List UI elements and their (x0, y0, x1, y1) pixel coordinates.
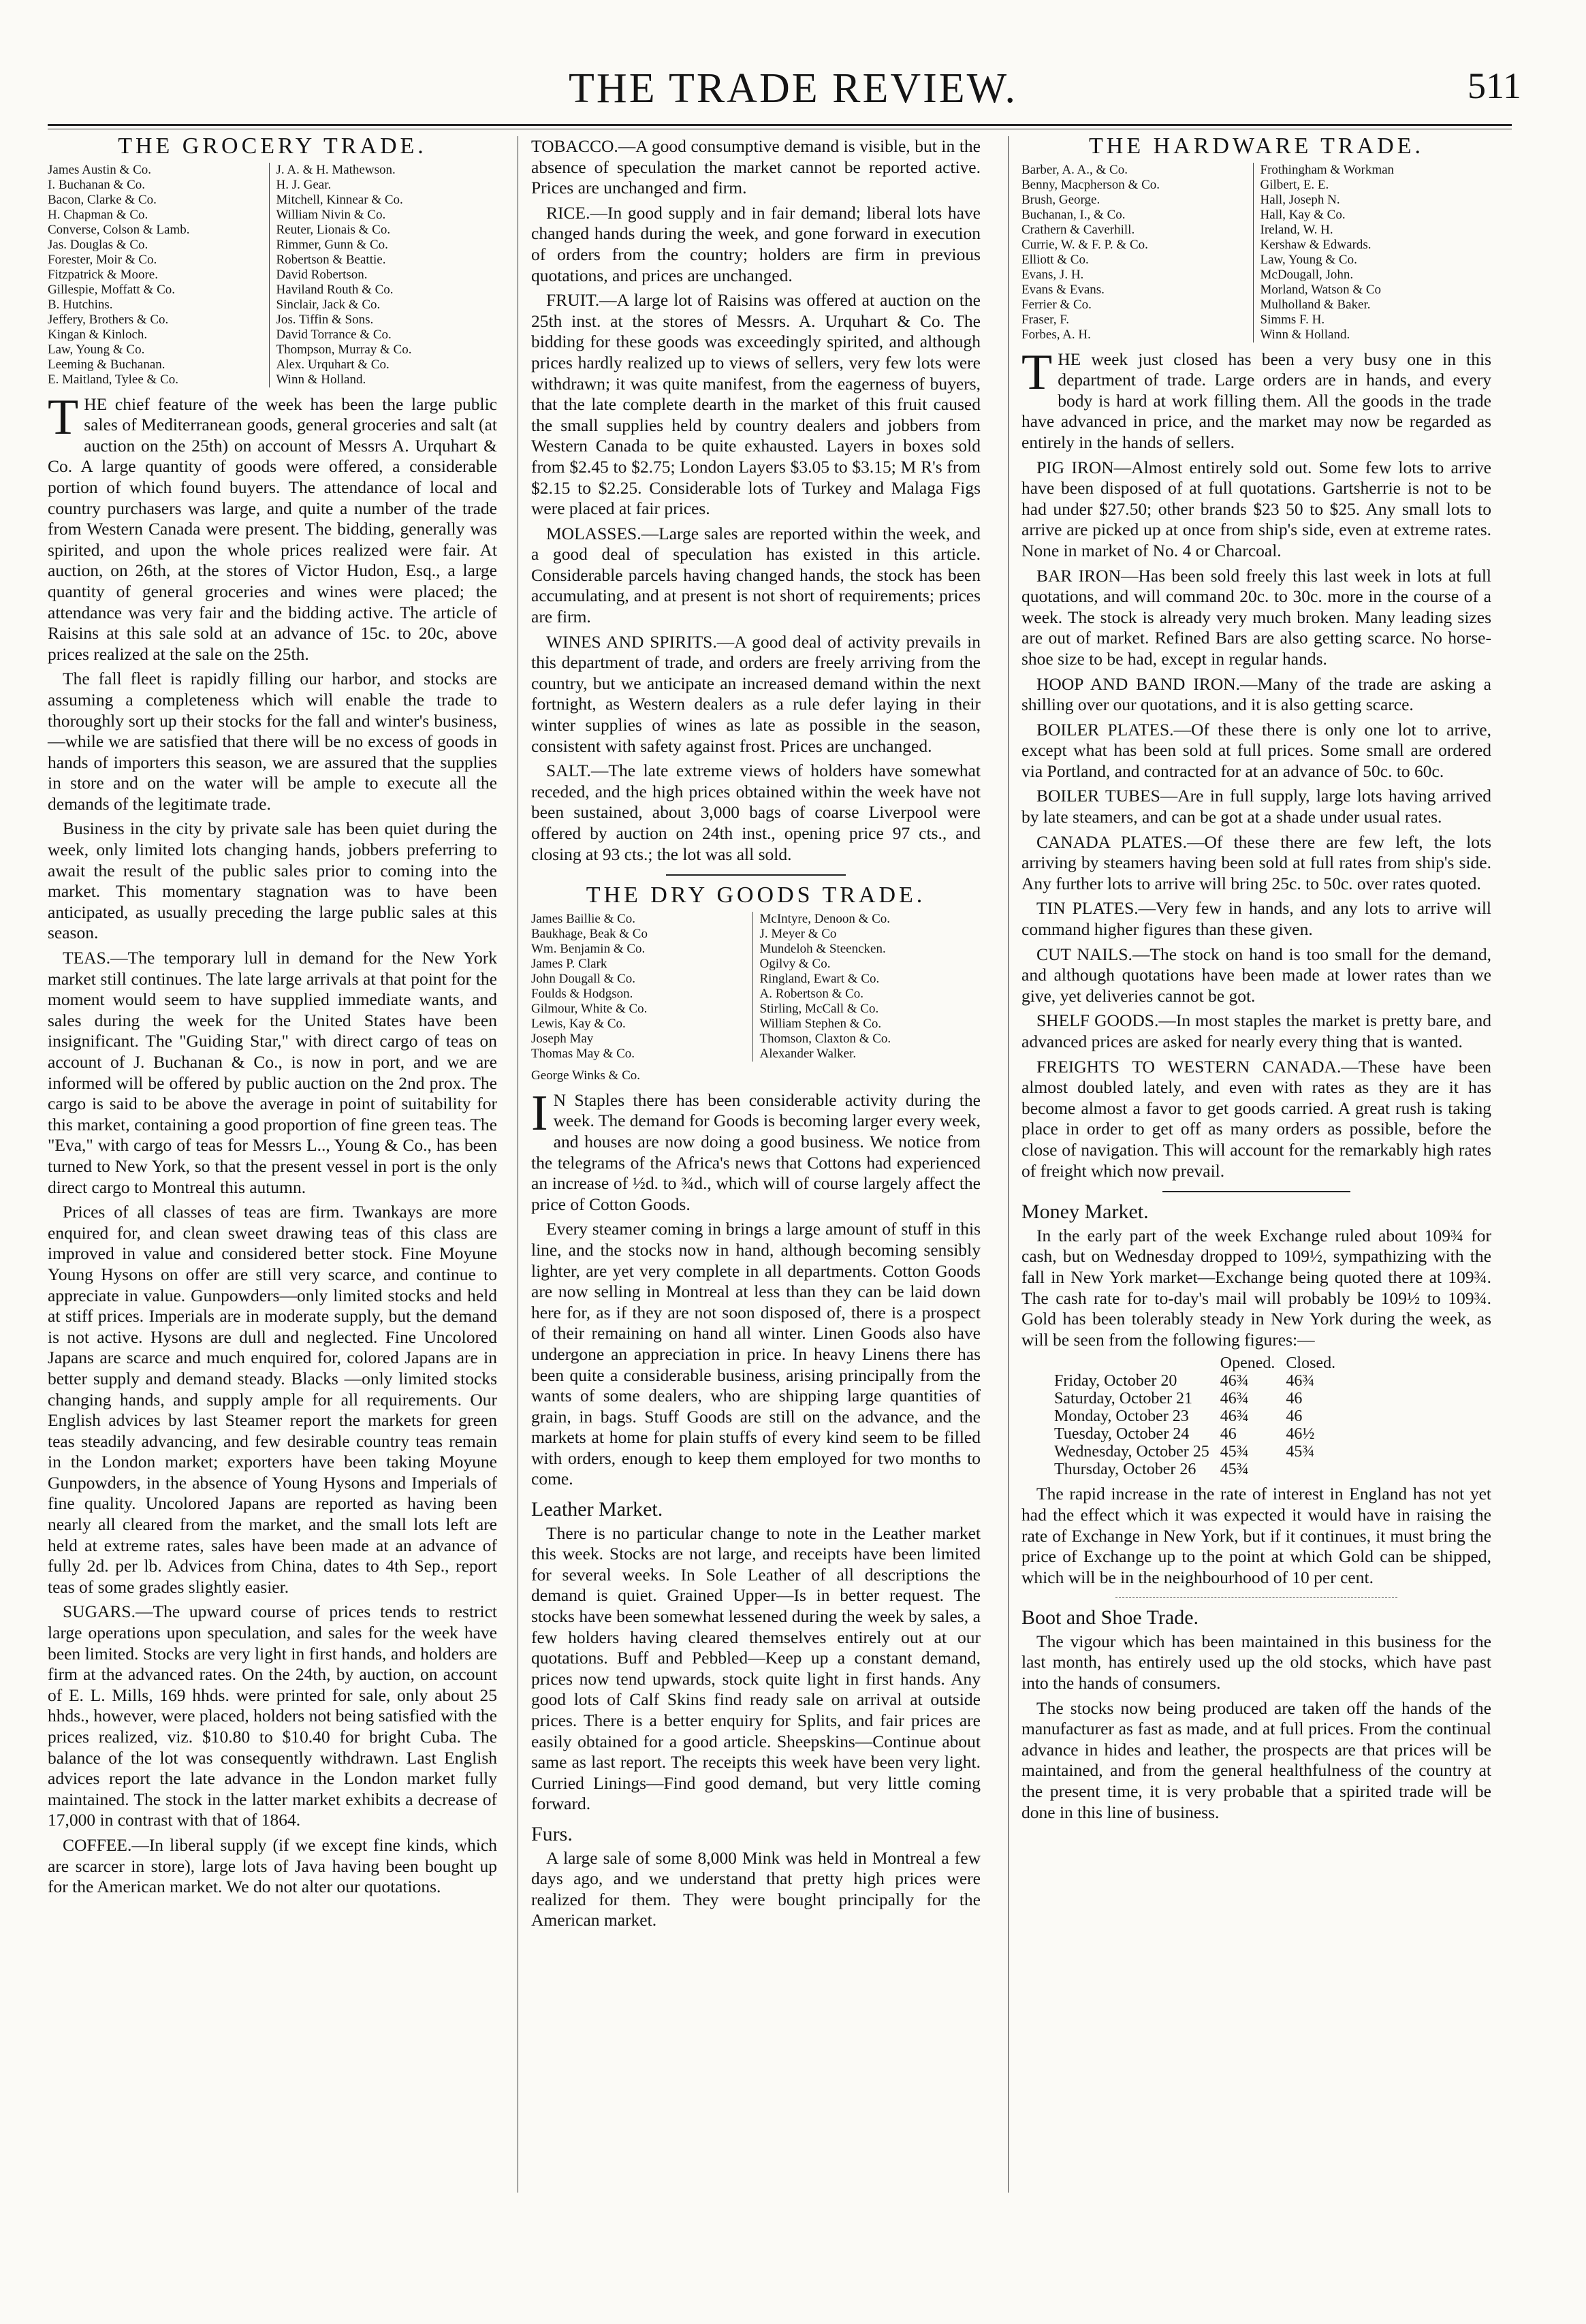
firm-name: Jeffery, Brothers & Co. (48, 312, 169, 327)
firm-name: McDougall, John. (1260, 267, 1354, 282)
table-row (1049, 1425, 1341, 1443)
firm-name: Jos. Tiffin & Sons. (276, 312, 374, 327)
boot-shoe-heading: Boot and Shoe Trade. (1021, 1606, 1199, 1629)
firm-name: Fitzpatrick & Moore. (48, 267, 158, 282)
rate-closed (1280, 1461, 1341, 1478)
boiler-tubes-paragraph: BOILER TUBES—Are in full supply, large lots having arrived by late steamers, and can be got at a shade under usual rates. (1021, 786, 1491, 827)
firm-name: Kingan & Kinloch. (48, 327, 148, 342)
table-row (1049, 1372, 1341, 1390)
boot-paragraph: The stocks now being produced are taken off the hands of the manufacturer as fast as made, and at full prices. From the continual advance in hides and leather, the prospects are that prices will be maintained, and from the general healthfulness of the country at the present time, it is very probable that a spirited trade will be done in this line of business. (1021, 1698, 1491, 1822)
firm-name: Barber, A. A., & Co. (1021, 162, 1128, 177)
article-paragraph: Business in the city by private sale has been quiet during the week, only limited lots changing hands, jobbers preferring to await the result of the public sales prior to coming into the market. This momentary stagnation was to have been anticipated, as usually preceding the large public sales at this season. (48, 818, 497, 943)
rice-paragraph: RICE.—In good supply and in fair demand; liberal lots have changed hands during the week, and gone forward in execution of orders from the country; holders are firm in previous quotations, and prices are unchanged. (531, 202, 981, 285)
firm-list-left (531, 912, 752, 1062)
firm-list-right (1253, 163, 1492, 343)
rate-closed: 46¾ (1286, 1372, 1315, 1390)
rate-opened: 46¾ (1220, 1372, 1249, 1390)
section-divider (1162, 1191, 1350, 1192)
fruit-paragraph: FRUIT.—A large lot of Raisins was offered at auction on the 25th inst. at the stores of Messrs. A. Urquhart & Co. The bidding for these goods was exceedingly spirited, and although prices hardly realized up to views of sellers, very few lots were withdrawn; it was quite manifest, from the eagerness of buyers, that the late complete dearth in the market of this fruit caused the small supplies held by country dealers and jobbers from Western Canada to be quite exhausted. Layers in boxes sold from $2.45 to $2.75; London Layers $3.05 to $3.15; M R's from $2.15 to $2.25. Considerable lots of Turkey and Malaga Figs were placed at fair prices. (531, 290, 981, 519)
cut-nails-paragraph: CUT NAILS.—The stock on hand is too small for the demand, and although quotations have been made at lower rates than we give, yet deliveries cannot be got. (1021, 944, 1491, 1006)
paragraph-text: HE chief feature of the week has been the large public sales of Mediterranean goods, general groceries and salt (at auction on the 25th) on account of Messrs A. Urquhart & Co. A large quantity of goods were offered, a considerable portion of which found buyers. The attendance of local and country purchasers was large, and quite a number of the trade from Western Canada were present. The bidding, generally was spirited, and upon the whole prices realized were fair. At auction, on 26th, at the stores of Victor Hudon, Esq., a large quantity of general groceries and wines were placed; the attendance was very fair and the bidding active. The article of Raisins at this sale sold at an advance of 15c. to 20c, above prices realized at the sale on the 25th. (48, 394, 497, 664)
firm-name: James Austin & Co. (48, 162, 152, 177)
firm-name: B. Hutchins. (48, 297, 113, 312)
firm-name: Sinclair, Jack & Co. (276, 297, 381, 312)
firm-name: Bacon, Clarke & Co. (48, 192, 157, 207)
paragraph-text: N Staples there has been considerable activity during the week. The demand for Goods is becoming larger every week, and houses are now doing a good business. We notice from the telegrams of the Africa's news that Cottons had experienced an increase of ½d. to ¾d., which will of course largely affect the price of Cotton Goods. (531, 1089, 981, 1214)
firm-name: Ogilvy & Co. (759, 956, 831, 971)
rate-opened: 46 (1220, 1425, 1237, 1444)
bar-iron-paragraph: BAR IRON—Has been sold freely this last week in lots at full quotations, and will command 20c. to 30c. more in the course of a week. The stock is already very much broken. Many leading sizes are out of market. Refined Bars are also getting scarce. No horse-shoe size to be had, except in regular hands. (1021, 565, 1491, 669)
firm-name: James P. Clark (531, 956, 607, 971)
salt-paragraph: SALT.—The late extreme views of holders have somewhat receded, and the high prices obtained within the week have not been sustained, about 3,000 bags of coarse Liverpool were offered by auction on 24th inst., opening price 97 cts., and closing at 93 cts.; the lot was all sold. (531, 761, 981, 864)
firm-name: Mundeloh & Steencken. (759, 941, 886, 956)
firm-list-left (1021, 163, 1253, 343)
firm-name: I. Buchanan & Co. (48, 177, 146, 192)
furs-paragraph: A large sale of some 8,000 Mink was held in Montreal a few days ago, and we understand that pretty high prices were realized for them. They were bought principally for the American market. (531, 1847, 981, 1930)
dry-goods-firm-list (531, 912, 981, 1062)
firm-name: H. Chapman & Co. (48, 207, 148, 222)
page-number: 511 (1468, 65, 1521, 106)
article-paragraph (48, 389, 497, 665)
firm-name: William Stephen & Co. (759, 1016, 882, 1031)
firm-name: Winn & Holland. (1260, 327, 1350, 342)
firm-name: Hall, Kay & Co. (1260, 207, 1346, 222)
rate-day: Wednesday, October 25 (1054, 1443, 1209, 1461)
firm-name: Lewis, Kay & Co. (531, 1016, 626, 1031)
column-divider (1008, 136, 1009, 2193)
firm-name: Law, Young & Co. (1260, 252, 1357, 267)
coffee-paragraph: COFFEE.—In liberal supply (if we except fine kinds, which are scarcer in store), large lots of Java having been bought up for the American market. We do not alter our quotations. (48, 1834, 497, 1897)
firm-name: David Robertson. (276, 267, 368, 282)
article-paragraph (531, 1085, 981, 1215)
firm-name: Jas. Douglas & Co. (48, 237, 148, 252)
firm-name: Benny, Macpherson & Co. (1021, 177, 1160, 192)
firm-name: William Nivin & Co. (276, 207, 386, 222)
rate-opened: 46¾ (1220, 1407, 1249, 1426)
pig-iron-paragraph: PIG IRON—Almost entirely sold out. Some few lots to arrive have been disposed of at full quotations. Gartsherrie is not to be had under $27.50; other brands $23 50 to $25. Any small lots to arrive are picked up at once from ship's side, even at extreme rates. None in market of No. 4 or Charcoal. (1021, 457, 1491, 560)
article-paragraph: The fall fleet is rapidly filling our harbor, and stocks are assuming a completeness which will enable the trade to thoroughly sort up their stocks for the fall and winter's business,—while we are satisfied that there will be no excess of goods in hands of importers this season, we are assured that the supplies in store and on the water will be ample to execute all the demands of the legitimate trade. (48, 669, 497, 814)
rate-closed: 45¾ (1286, 1443, 1315, 1461)
rate-day: Friday, October 20 (1054, 1372, 1177, 1390)
teas-paragraph: TEAS.—The temporary lull in demand for the New York market still continues. The late large arrivals at that point for the moment would seem to have supplied immediate wants, and sales during the week for the United States have been insignificant. The "Guiding Star," with direct cargo of teas on account of J. Buchanan & Co., is now in port, and we are informed will be offered by public auction on the 2nd prox. The cargo is said to be above the average in point of suitability for this market, containing a good proportion of fine green teas. The "Eva," with cargo of teas for Messrs L.., Young & Co., has been turned to New York, so that the present vessel in port is the only direct cargo to Montreal this autumn. (48, 948, 497, 1197)
teas-paragraph: Prices of all classes of teas are firm. Twankays are more enquired for, and clean sweet drawing teas of this class are improved in value and considered better stock. Fine Moyune Young Hysons on offer are still very scarce, and continue to appreciate in value. Gunpowders—only limited stocks and held at stiff prices. Imperials are in moderate supply, but the demand is not active. Hysons are dull and neglected. Fine Uncolored Japans are scarce and much enquired for, colored Japans are in better supply and demand steady. Blacks —only limited stocks changing hands, and supply ample for all requirements. Our English advices by last Steamer report the markets for green teas steadily advancing, and few desirable country teas remain in the London market; exporters have been taking Moyune Gunpowders, in the absence of Young Hysons and Imperials of fine quality. Uncolored Japans are reported as having been nearly all cleared from the market, and the small lots left are held at extreme rates, sales have been made at an advance of fully 2d. per lb. Advices from China, dates to 4th Sep., report teas of some grades slightly easier. (48, 1202, 497, 1597)
firm-name: Leeming & Buchanan. (48, 357, 165, 372)
firm-name: Rimmer, Gunn & Co. (276, 237, 388, 252)
table-row (1049, 1461, 1341, 1478)
rate-day: Monday, October 23 (1054, 1407, 1189, 1426)
firm-name: Brush, George. (1021, 192, 1100, 207)
page-title: THE TRADE REVIEW. (569, 65, 1017, 112)
firm-name: Law, Young & Co. (48, 342, 145, 357)
firm-name: Evans & Evans. (1021, 282, 1105, 297)
firm-name: Joseph May (531, 1031, 594, 1046)
firm-name: Mitchell, Kinnear & Co. (276, 192, 403, 207)
sugars-paragraph: SUGARS.—The upward course of prices tends to restrict large operations upon speculation, and sales for the week have been limited. Stocks are very light in first hands, and holders are firm at the advanced rates. On the 24th, by auction, on account of E. L. Mills, 169 hhds. were printed for sale, only about 25 hhds., however, were placed, holders not being satisfied with the prices realized, viz. $10.80 to $10.40 for bright Cuba. The balance of the lot was consequently withdrawn. Last English advices report the late advance in the London market fully maintained. The stock in the latter market exhibits a decrease of 17,000 in contrast with that of 1864. (48, 1602, 497, 1830)
firm-name: Haviland Routh & Co. (276, 282, 394, 297)
column-1 (48, 133, 497, 1902)
firm-name: Currie, W. & F. P. & Co. (1021, 237, 1148, 252)
firm-name: Gilmour, White & Co. (531, 1001, 648, 1016)
firm-name: Hall, Joseph N. (1260, 192, 1340, 207)
drop-cap: I (531, 1085, 548, 1141)
firm-name: Converse, Colson & Lamb. (48, 222, 190, 237)
tobacco-paragraph: TOBACCO.—A good consumptive demand is visible, but in the absence of speculation the market cannot be reported active. Prices are unchanged and firm. (531, 136, 981, 198)
firm-name: H. J. Gear. (276, 177, 332, 192)
firm-name: Kershaw & Edwards. (1260, 237, 1371, 252)
firm-name: Gilbert, E. E. (1260, 177, 1329, 192)
rate-opened: 45¾ (1220, 1443, 1249, 1461)
firm-name: J. Meyer & Co (759, 926, 837, 941)
rate-closed: 46 (1286, 1390, 1303, 1408)
table-row (1049, 1390, 1341, 1407)
section-divider (1115, 1597, 1397, 1598)
firm-name: Baukhage, Beak & Co (531, 926, 648, 941)
firm-name: McIntyre, Denoon & Co. (759, 911, 891, 926)
firm-name: Thomson, Claxton & Co. (759, 1031, 891, 1046)
firm-name: Thompson, Murray & Co. (276, 342, 412, 357)
firm-name: Buchanan, I., & Co. (1021, 207, 1126, 222)
firm-name: Forester, Moir & Co. (48, 252, 157, 267)
grocery-heading: THE GROCERY TRADE. (118, 133, 427, 159)
drop-cap: T (48, 389, 79, 445)
tin-plates-paragraph: TIN PLATES.—Very few in hands, and any lots to arrive will command higher figures than these given. (1021, 898, 1491, 940)
boiler-plates-paragraph: BOILER PLATES.—Of these there is only one lot to arrive, except what has been sold at full prices. Some small are ordered via Portland, and contracted for at an advance of 50c. to 60c. (1021, 719, 1491, 781)
firm-name: Foulds & Hodgson. (531, 986, 633, 1001)
table-row (1049, 1443, 1341, 1461)
paragraph-text: HE week just closed has been a very busy one in this department of trade. Large orders are in hands, and every body is hard at work filling them. All the goods in the trade have advanced in price, and the market may now be regarded as entirely in the hands of sellers. (1021, 349, 1491, 452)
firm-name: Morland, Watson & Co (1260, 282, 1382, 297)
firm-name: Wm. Benjamin & Co. (531, 941, 646, 956)
rate-opened: 46¾ (1220, 1390, 1249, 1408)
hardware-firm-list (1021, 163, 1491, 343)
firm-name: Fraser, F. (1021, 312, 1070, 327)
rate-day: Thursday, October 26 (1054, 1461, 1196, 1479)
masthead (0, 65, 1586, 112)
money-paragraph: The rapid increase in the rate of interest in England has not yet had the effect which it was expected it would have in raising the rate of Exchange in New York, but if it continues, it must bring the price of Exchange up to the point at which Gold can be shipped, which will be in the neighbourhood of 10 per cent. (1021, 1484, 1491, 1587)
column-3 (1021, 133, 1491, 1827)
firm-name: Thomas May & Co. (531, 1046, 635, 1061)
firm-name: E. Maitland, Tylee & Co. (48, 372, 178, 387)
drop-cap: T (1021, 344, 1053, 400)
section-divider (666, 874, 846, 876)
furs-heading: Furs. (531, 1822, 573, 1845)
money-paragraph: In the early part of the week Exchange ruled about 109¾ for cash, but on Wednesday dropped to 109½, sympathizing with the fall in New York market—Exchange being quoted there at 109¾. The cash rate for to-day's mail will probably be 109½ to 109¾. Gold has been tolerably steady in New York during the week, as will be seen from the following figures:— (1021, 1225, 1491, 1350)
firm-name: Gillespie, Moffatt & Co. (48, 282, 175, 297)
firm-list-left (48, 163, 269, 387)
dry-goods-firm-footer: George Winks & Co. (531, 1068, 641, 1083)
article-paragraph: Every steamer coming in brings a large amount of stuff in this line, and the stocks now in hand, although becoming sensibly lighter, are yet very complete in all departments. Cotton Goods are now selling in Montreal at less than they can be laid down here for, as if they are not soon disposed of, there is a prospect of their remaining on hand all winter. Linen Goods also have undergone an appreciation in price. In heavy Linens there has been quite a considerable business, arising principally from the wants of some dealers, who are shipping large quantities of grain, in bags. Stuff Goods are still on the advance, and the markets at home for plain stuffs of every kind seem to be filled with orders, enough to keep them employed for two months to come. (531, 1219, 981, 1489)
firm-name: Winn & Holland. (276, 372, 366, 387)
rate-opened: 45¾ (1220, 1461, 1249, 1479)
table-row (1049, 1407, 1341, 1425)
firm-name: Ringland, Ewart & Co. (759, 971, 880, 986)
firm-name: Elliott & Co. (1021, 252, 1089, 267)
firm-name: Alexander Walker. (759, 1046, 857, 1061)
rate-day: Tuesday, October 24 (1054, 1425, 1190, 1444)
rate-closed: 46½ (1286, 1425, 1315, 1444)
firm-name: A. Robertson & Co. (759, 986, 864, 1001)
firm-name: Frothingham & Workman (1260, 162, 1395, 177)
wines-paragraph: WINES AND SPIRITS.—A good deal of activity prevails in this department of trade, and orders are freely arriving from the country, but we anticipate an increased demand within the next fortnight, as Western dealers as a rule defer laying in their winter supplies of wines as late as possible in the season, consistent with safety against frost. Prices are unchanged. (531, 631, 981, 756)
dry-goods-heading: THE DRY GOODS TRADE. (586, 882, 926, 908)
hoop-iron-paragraph: HOOP AND BAND IRON.—Many of the trade are asking a shilling over our quotations, and it is also getting scarce. (1021, 673, 1491, 715)
column-header-closed: Closed. (1286, 1354, 1336, 1373)
firm-name: Reuter, Lionais & Co. (276, 222, 391, 237)
firm-name: Forbes, A. H. (1021, 327, 1091, 342)
rate-day: Saturday, October 21 (1054, 1390, 1193, 1408)
firm-name: Robertson & Beattie. (276, 252, 386, 267)
firm-name: Ferrier & Co. (1021, 297, 1092, 312)
molasses-paragraph: MOLASSES.—Large sales are reported within the week, and a good deal of speculation has existed in this article. Considerable parcels having changed hands, the stock has been accumulating, and at present is not short of requirements; prices are firm. (531, 523, 981, 627)
firm-name: Mulholland & Baker. (1260, 297, 1371, 312)
money-market-heading: Money Market. (1021, 1200, 1149, 1224)
gold-rates-body (1049, 1372, 1341, 1478)
gold-rates-table (1049, 1354, 1341, 1478)
column-2 (531, 136, 981, 1935)
freights-paragraph: FREIGHTS TO WESTERN CANADA.—These have been almost doubled lately, and even with rates as they are it has become almost a favor to get goods carried. A great rush is taking place in order to get off as many orders as possible, before the close of navigation. This will account for the remarkably high rates of freight which now prevail. (1021, 1056, 1491, 1181)
hardware-heading: THE HARDWARE TRADE. (1089, 133, 1424, 159)
boot-paragraph: The vigour which has been maintained in this business for the last month, has entirely used up the old stocks, which have past into the hands of consumers. (1021, 1631, 1491, 1693)
leather-heading: Leather Market. (531, 1498, 663, 1521)
leather-paragraph: There is no particular change to note in the Leather market this week. Stocks are not large, and receipts have been limited for several weeks. In Sole Leather of all descriptions the demand is quiet. Grained Upper—Is in better request. The stocks have been somewhat lessened during the week by sales, a few holders having cleared themselves entirely out at our quotations. Buff and Pebbled—Keep up a constant demand, prices now tend upwards, stock quite light in first hands. Any good lots of Calf Skins find ready sale on arrival at outside prices. There is a better enquiry for Splits, and fair prices are easily obtained for a good article. Sheepskins—Continue about same as last report. The receipts this week have been very light. Curried Linings—Find good demand, but very little coming forward. (531, 1523, 981, 1814)
firm-name: Evans, J. H. (1021, 267, 1084, 282)
canada-plates-paragraph: CANADA PLATES.—Of these there are few left, the lots arriving by steamers having been sold at full rates from ship's side. Any further lots to arrive will bring 25c. to 50c. over rates quoted. (1021, 831, 1491, 893)
firm-list-right (269, 163, 498, 387)
firm-name: Ireland, W. H. (1260, 222, 1333, 237)
rate-closed: 46 (1286, 1407, 1303, 1426)
firm-name: John Dougall & Co. (531, 971, 636, 986)
grocery-firm-list (48, 163, 497, 387)
shelf-goods-paragraph: SHELF GOODS.—In most staples the market is pretty bare, and advanced prices are asked for nearly every thing that is wanted. (1021, 1010, 1491, 1051)
firm-name: Crathern & Caverhill. (1021, 222, 1135, 237)
masthead-rule (48, 124, 1512, 129)
firm-name: Alex. Urquhart & Co. (276, 357, 390, 372)
firm-list-right (752, 912, 981, 1062)
firm-name: David Torrance & Co. (276, 327, 392, 342)
firm-name: Simms F. H. (1260, 312, 1325, 327)
firm-name: James Baillie & Co. (531, 911, 636, 926)
column-header-opened: Opened. (1220, 1354, 1275, 1373)
table-header-row (1049, 1354, 1341, 1372)
firm-name: J. A. & H. Mathewson. (276, 162, 396, 177)
firm-name: Stirling, McCall & Co. (759, 1001, 879, 1016)
article-paragraph (1021, 344, 1491, 453)
